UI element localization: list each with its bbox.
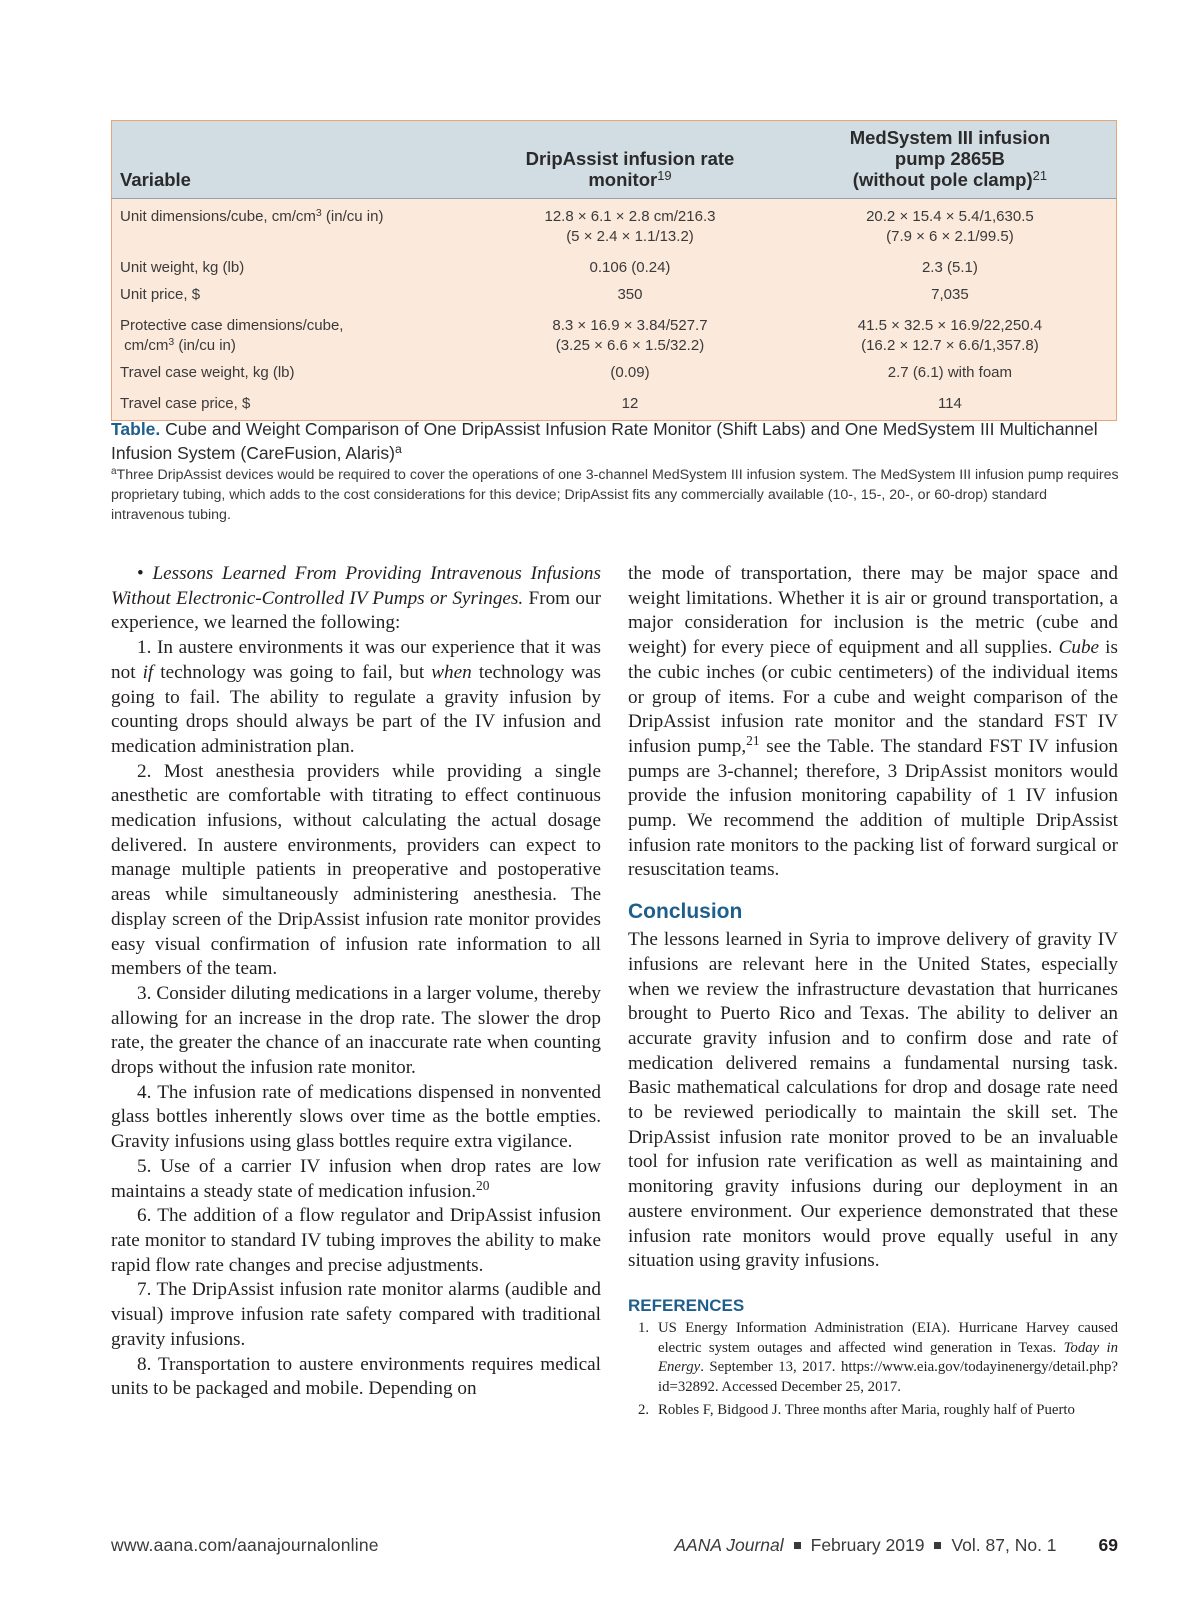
lesson-2: 2. Most anesthesia providers while providing a single anesthetic are comfortable with titrating to effect continuous medication infusions, without calculating the actual dosage delivered. In austere environments, providers can expect to manage multiple patients in preoperative and postoperative areas while simultaneously administering anesthesia. The display screen of the DripAssist infusion rate monitor provides easy visual confirmation of infusion rate information to all members of the team. (111, 760, 601, 980)
comparison-table (111, 120, 1117, 421)
table-caption: Table. Cube and Weight Comparison of One DripAssist Infusion Rate Monitor (Shift Labs) and One MedSystem III Multichannel Infusion System (CareFusion, Alaris)$^a$ (111, 419, 1098, 463)
lesson-8: 8. Transportation to austere environments requires medical units to be packaged and mobile. Depending on (111, 1353, 601, 1400)
lesson-3: 3. Consider diluting medications in a larger volume, thereby allowing for an increase in the drop rate. The slower the drop rate, the greater the chance of an inaccurate rate when counting drops without the infusion rate monitor. (111, 982, 601, 1079)
table-row (112, 386, 1117, 421)
table-cell: 350 (617, 286, 643, 303)
table-footnote: $^a$Three DripAssist devices would be required to cover the operations of one 3-channel MedSystem III infusion system. The MedSystem III infusion pump requires proprietary tubing, which adds to the cost considerations for this device; DripAssist fits any commercially available (10-, 15-, 20-, or 60-drop) standard intravenous tubing. (111, 466, 1119, 523)
table-row (112, 250, 1117, 281)
table-cell-variable: Travel case price, $ (120, 395, 251, 412)
footer-url: www.aana.com/aanajournalonline (111, 1535, 379, 1555)
footer-date: February 2019 (810, 1535, 925, 1555)
right-column (628, 562, 1118, 1425)
table-header-row (112, 121, 1117, 199)
table-cell-variable: Travel case weight, kg (lb) (120, 364, 295, 381)
table-cell-variable: Unit price, $ (120, 286, 201, 303)
table-cell: 12 (621, 395, 639, 412)
table-cell: 2.7 (6.1) with foam (887, 364, 1013, 381)
footer-volume: Vol. 87, No. 1 (951, 1535, 1057, 1555)
table-cell: 12.8 × 6.1 × 2.8 cm/216.3 (5 × 2.4 × 1.1/13.2) (544, 208, 716, 245)
table-cell: 20.2 × 15.4 × 5.4/1,630.5 (7.9 × 6 × 2.1/99.5) (866, 208, 1034, 245)
table-cell-variable: Unit weight, kg (lb) (120, 259, 245, 276)
table-row (112, 199, 1117, 251)
table-row (112, 308, 1117, 359)
lesson-7: 7. The DripAssist infusion rate monitor alarms (audible and visual) improve infusion rate safety compared with traditional gravity infusions. (111, 1279, 601, 1350)
caption-label: Table. (111, 419, 161, 439)
table-cell: 2.3 (5.1) (921, 259, 978, 276)
footer-citation (674, 1535, 1118, 1556)
conclusion-heading: Conclusion (628, 900, 743, 924)
table-cell-variable: Unit dimensions/cube, $cm/cm^3$ (in/cu in) (120, 206, 384, 225)
caption-text: Cube and Weight Comparison of One DripAssist Infusion Rate Monitor (Shift Labs) and One MedSystem III Multichannel Infusion System (CareFusion, Alaris) (111, 419, 1098, 463)
table-cell: 8.3 × 16.9 × 3.84/527.7 (3.25 × 6.6 × 1.5/32.2) (552, 317, 708, 354)
references-heading: REFERENCES (628, 1295, 745, 1315)
header-variable: Variable (120, 169, 191, 190)
lessons-paragraph: • Lessons Learned From Providing Intravenous Infusions Without Electronic-Controlled IV Pumps or Syringes. From our experience, we learned the following: (111, 563, 601, 634)
lesson-4: 4. The infusion rate of medications dispensed in nonvented glass bottles inherently slows over time as the bottle empties. Gravity infusions using glass bottles require extra vigilance. (111, 1081, 601, 1153)
table-cell: 41.5 × 32.5 × 16.9/22,250.4 (16.2 × 12.7 × 6.6/1,357.8) (857, 317, 1043, 354)
header-medsystem: MedSystem III infusion pump 2865B (without pole clamp)$^{21}$ (849, 127, 1051, 190)
lessons-title: Lessons Learned From Providing Intravenous Infusions Without Electronic-Controlled IV Pumps or Syringes. (111, 563, 601, 609)
reference-item: 2. Robles F, Bidgood J. Three months after Maria, roughly half of Puerto (638, 1402, 1075, 1419)
page-number: 69 (1098, 1535, 1118, 1555)
table-row (112, 281, 1117, 308)
table-cell: 0.106 (0.24) (589, 259, 671, 276)
lesson-5: 5. Use of a carrier IV infusion when drop rates are low maintains a steady state of medication infusion.$^{20}$ (111, 1155, 601, 1202)
conclusion-paragraph: The lessons learned in Syria to improve delivery of gravity IV infusions are relevant here in the United States, especially when we review the infrastructure devastation that hurricanes brought to Puerto Rico and Texas. The ability to deliver an accurate gravity infusion and to confirm dose and rate of medication delivered remains a fundamental nursing task. Basic mathematical calculations for drop and dosage rate need to be reviewed periodically to maintain the skill set. The DripAssist infusion rate monitor proved to be an invaluable tool for infusion rate verification as well as maintaining and monitoring gravity infusions during our deployment in an austere environment. Our experience demonstrated that these infusion rate monitors would prove equally useful in any situation using gravity infusions. (628, 929, 1118, 1272)
separator-square-icon (934, 1542, 941, 1549)
table-cell-variable: Protective case dimensions/cube, $cm/cm^3$ (in/cu in) (120, 317, 344, 354)
separator-square-icon (794, 1542, 801, 1549)
left-column (111, 562, 601, 1402)
table-row (112, 359, 1117, 386)
table-cell: 114 (937, 395, 962, 412)
footer-journal: AANA Journal (674, 1535, 784, 1555)
reference-item: 1. US Energy Information Administration (EIA). Hurricane Harvey caused electric system outages and affected wind generation in Texas. Today in Energy. September 13, 2017. https://www.eia.gov/todayinenergy/detail.php?id=32892. Accessed December 25, 2017. (638, 1319, 1119, 1395)
header-dripassist: DripAssist infusion rate monitor$^{19}$ (525, 148, 735, 190)
table-cell: (0.09) (610, 364, 650, 381)
lesson-1: 1. In austere environments it was our experience that it was not if technology was going to fail, but when technology was going to fail. The ability to regulate a gravity infusion by counting drops should always be part of the IV infusion and medication administration plan. (111, 637, 601, 757)
table-cell: 7,035 (931, 286, 969, 303)
transport-paragraph: the mode of transportation, there may be major space and weight limitations. Whether it is air or ground transportation, a major consideration for inclusion is the metric (cube and weight) for every piece of equipment and all supplies. Cube is the cubic inches (or cubic centimeters) of the individual items or group of items. For a cube and weight comparison of the DripAssist infusion rate monitor and the standard FST IV infusion pump,$^{21}$ see the Table. The standard FST IV infusion pumps are 3-channel; therefore, 3 DripAssist monitors would provide the infusion monitoring capability of 1 IV infusion pump. We recommend the addition of multiple DripAssist infusion rate monitors to the packing list of forward surgical or resuscitation teams. (628, 563, 1118, 881)
lesson-6: 6. The addition of a flow regulator and DripAssist infusion rate monitor to standard IV tubing improves the ability to make rapid flow rate changes and precise adjustments. (111, 1205, 601, 1276)
